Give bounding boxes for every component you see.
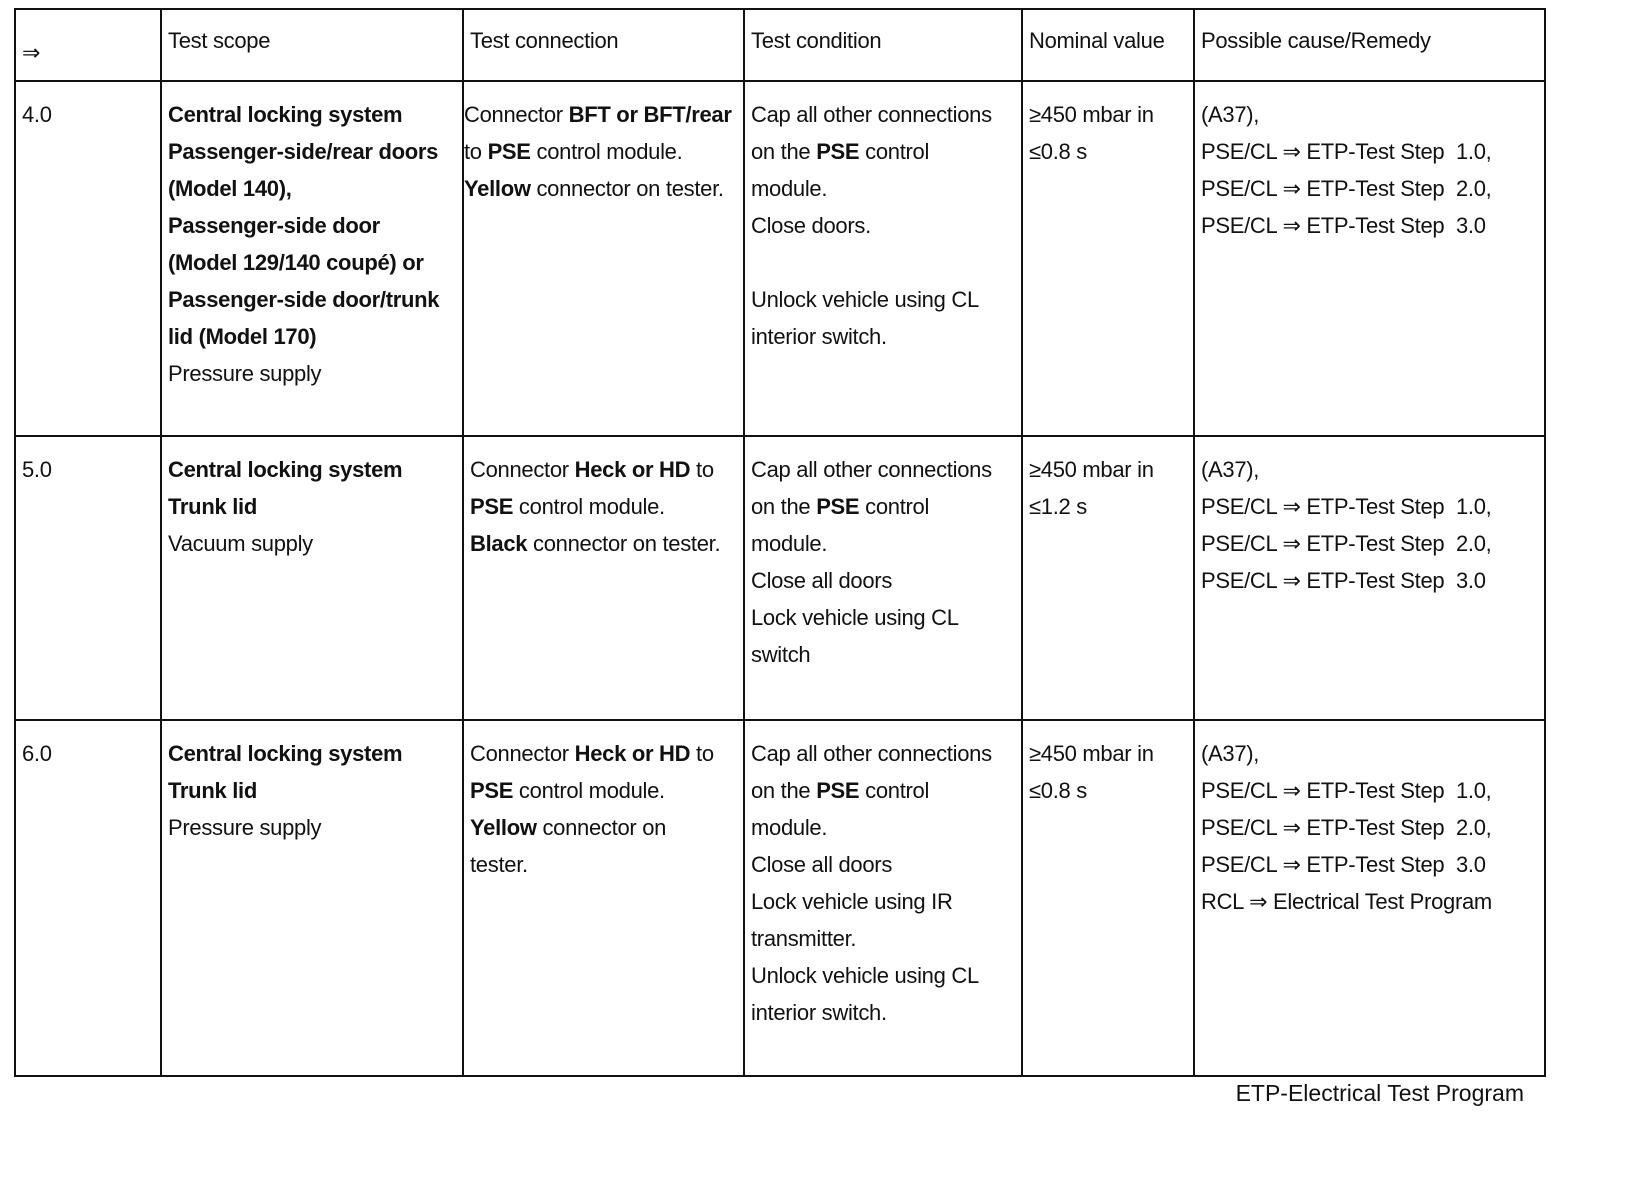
condition-line: Cap all other connections: [751, 102, 992, 127]
remedy-cell: [1194, 720, 1545, 1076]
table-row: [15, 81, 1545, 436]
condition-line: switch: [751, 642, 811, 667]
connection-text: control module.: [513, 494, 665, 519]
remedy-line: (A37),: [1201, 457, 1260, 482]
condition-line: Close all doors: [751, 568, 893, 593]
condition-bold: PSE: [816, 778, 860, 803]
connection-text: to: [690, 741, 714, 766]
condition-line: interior switch.: [751, 324, 887, 349]
test-scope-cell: [161, 81, 463, 436]
condition-line: module.: [751, 176, 828, 201]
scope-line: Central locking system: [168, 457, 403, 482]
test-connection-cell: [463, 436, 744, 720]
header-possible-cause: Possible cause/Remedy: [1194, 9, 1545, 81]
connection-bold: Yellow: [464, 176, 531, 201]
nominal-line: ≥450 mbar in: [1029, 741, 1154, 766]
connection-bold: PSE: [470, 494, 514, 519]
connection-text: connector on: [536, 815, 667, 840]
connection-bold: Yellow: [470, 815, 537, 840]
footer-note: ETP-Electrical Test Program: [1235, 1080, 1524, 1106]
test-table: [14, 8, 1546, 1077]
condition-line: module.: [751, 815, 828, 840]
condition-line: Lock vehicle using CL: [751, 605, 959, 630]
condition-line: Close doors.: [751, 213, 871, 238]
test-connection-cell: [463, 81, 744, 436]
test-condition-cell: [744, 81, 1022, 436]
test-condition-cell: [744, 436, 1022, 720]
scope-line: Central locking system: [168, 741, 403, 766]
nominal-value-cell: [1022, 81, 1194, 436]
condition-text: on the: [751, 139, 817, 164]
remedy-line: PSE/CL ⇒ ETP-Test Step 2.0,: [1201, 815, 1492, 840]
remedy-line: PSE/CL ⇒ ETP-Test Step 3.0: [1201, 852, 1486, 877]
remedy-line: PSE/CL ⇒ ETP-Test Step 1.0,: [1201, 778, 1492, 803]
connection-text: Connector: [470, 457, 575, 482]
remedy-line: (A37),: [1201, 102, 1260, 127]
test-scope-cell: [161, 436, 463, 720]
connection-text: Connector: [464, 102, 569, 127]
connection-bold: Black: [470, 531, 528, 556]
connection-text: to: [690, 457, 714, 482]
connection-text: control module.: [530, 139, 683, 164]
remedy-line: PSE/CL ⇒ ETP-Test Step 3.0: [1201, 568, 1486, 593]
condition-line: Cap all other connections: [751, 457, 992, 482]
remedy-line: PSE/CL ⇒ ETP-Test Step 3.0: [1201, 213, 1486, 238]
scope-line: (Model 140),: [168, 176, 292, 201]
nominal-line: ≤0.8 s: [1029, 139, 1087, 164]
connection-bold: Heck or HD: [574, 741, 691, 766]
connection-bold: BFT or BFT/rear: [568, 102, 732, 127]
nominal-line: ≤0.8 s: [1029, 778, 1087, 803]
condition-line: Cap all other connections: [751, 741, 992, 766]
connection-text: tester.: [470, 852, 528, 877]
nominal-value-cell: [1022, 720, 1194, 1076]
condition-text: on the: [751, 494, 817, 519]
test-connection-cell: [463, 720, 744, 1076]
remedy-line: PSE/CL ⇒ ETP-Test Step 1.0,: [1201, 494, 1492, 519]
scope-line: Central locking system: [168, 102, 403, 127]
condition-bold: PSE: [816, 494, 860, 519]
condition-text: control: [859, 494, 930, 519]
table-row: [15, 436, 1545, 720]
scope-line: Passenger-side door: [168, 213, 380, 238]
remedy-cell: [1194, 81, 1545, 436]
remedy-line: PSE/CL ⇒ ETP-Test Step 2.0,: [1201, 531, 1492, 556]
header-arrow: ⇒: [15, 9, 161, 81]
scope-line: (Model 129/140 coupé) or: [168, 250, 424, 275]
connection-bold: PSE: [487, 139, 531, 164]
scope-line: lid (Model 170): [168, 324, 317, 349]
remedy-line: RCL ⇒ Electrical Test Program: [1201, 889, 1492, 914]
remedy-line: PSE/CL ⇒ ETP-Test Step 1.0,: [1201, 139, 1492, 164]
condition-line: Unlock vehicle using CL: [751, 963, 979, 988]
step-number: 4.0: [15, 81, 161, 436]
header-test-condition: Test condition: [744, 9, 1022, 81]
condition-line: Close all doors: [751, 852, 893, 877]
remedy-cell: [1194, 436, 1545, 720]
scope-line: Passenger-side door/trunk: [168, 287, 440, 312]
condition-text: control: [859, 778, 930, 803]
header-test-scope: Test scope: [161, 9, 463, 81]
connection-text: to: [464, 139, 488, 164]
nominal-line: ≥450 mbar in: [1029, 102, 1154, 127]
connection-bold: PSE: [470, 778, 514, 803]
header-test-connection: Test connection: [463, 9, 744, 81]
connection-text: control module.: [513, 778, 665, 803]
condition-text: control: [859, 139, 930, 164]
table-row: [15, 720, 1545, 1076]
connection-bold: Heck or HD: [574, 457, 691, 482]
condition-line: transmitter.: [751, 926, 857, 951]
remedy-line: PSE/CL ⇒ ETP-Test Step 2.0,: [1201, 176, 1492, 201]
condition-line: Lock vehicle using IR: [751, 889, 953, 914]
nominal-value-cell: [1022, 436, 1194, 720]
scope-supply: Pressure supply: [168, 815, 322, 840]
remedy-line: (A37),: [1201, 741, 1260, 766]
nominal-line: ≥450 mbar in: [1029, 457, 1154, 482]
condition-text: on the: [751, 778, 817, 803]
scope-line: Trunk lid: [168, 494, 257, 519]
connection-text: Connector: [470, 741, 575, 766]
nominal-line: ≤1.2 s: [1029, 494, 1087, 519]
scope-line: Passenger-side/rear doors: [168, 139, 439, 164]
step-number: 6.0: [15, 720, 161, 1076]
test-scope-cell: [161, 720, 463, 1076]
scope-supply: Pressure supply: [168, 361, 322, 386]
condition-line: interior switch.: [751, 1000, 887, 1025]
condition-bold: PSE: [816, 139, 860, 164]
scope-supply: Vacuum supply: [168, 531, 313, 556]
table-header-row: [15, 9, 1545, 81]
scope-line: Trunk lid: [168, 778, 257, 803]
connection-text: connector on tester.: [530, 176, 724, 201]
connection-text: connector on tester.: [527, 531, 721, 556]
step-number: 5.0: [15, 436, 161, 720]
header-nominal-value: Nominal value: [1022, 9, 1194, 81]
test-condition-cell: [744, 720, 1022, 1076]
condition-line: Unlock vehicle using CL: [751, 287, 979, 312]
condition-line: module.: [751, 531, 828, 556]
